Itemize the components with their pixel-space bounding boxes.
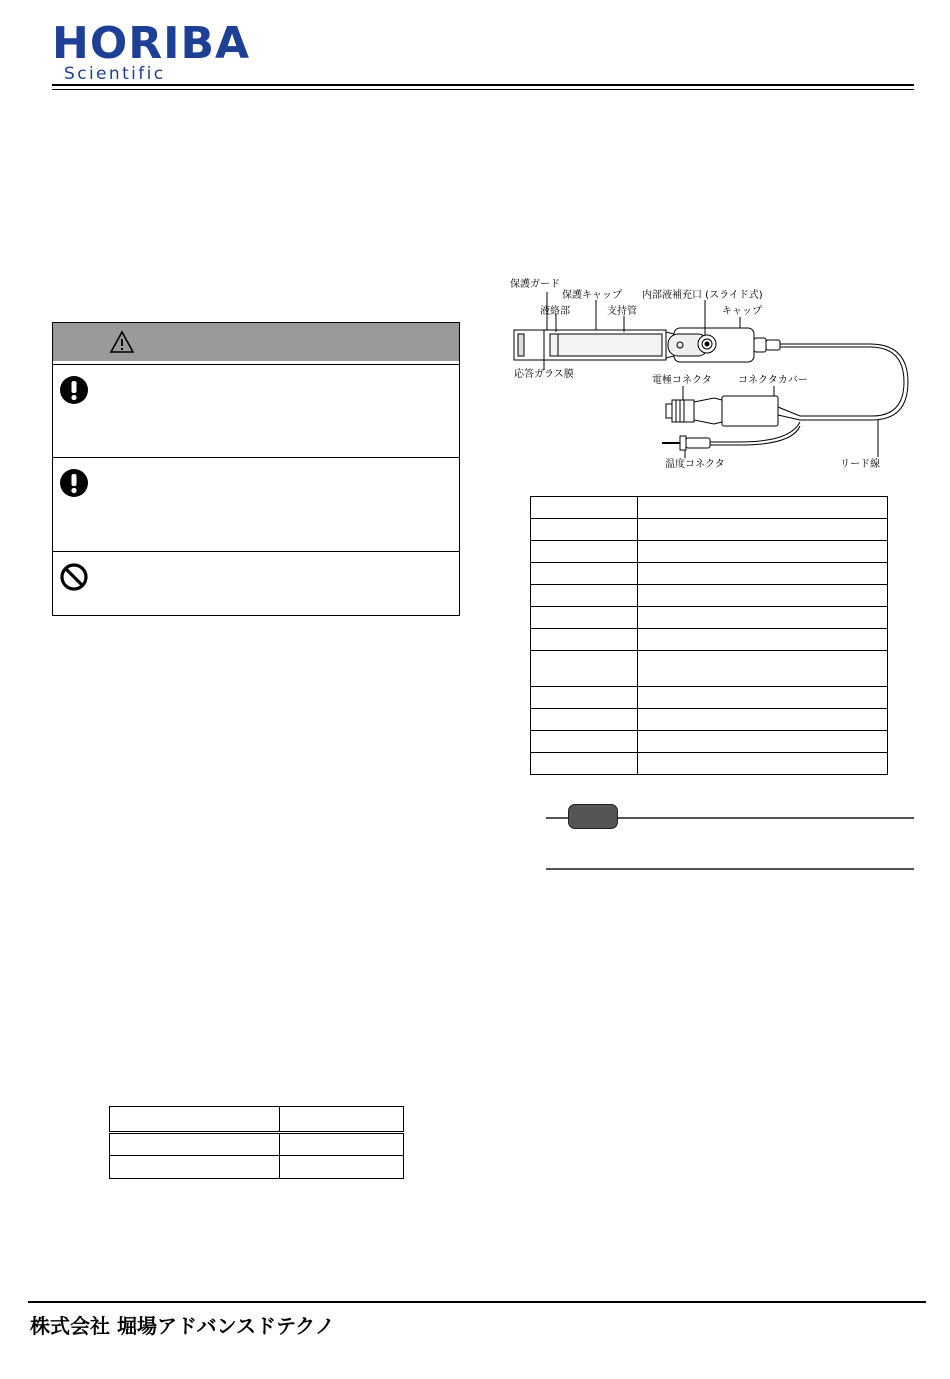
logo-sub-text: Scientific: [64, 64, 166, 84]
label-connector-cover: コネクタカバー: [738, 375, 808, 386]
table-row: [110, 1156, 404, 1179]
header-rule: [52, 84, 914, 86]
exclamation-circle-icon: [59, 375, 89, 405]
label-inner-fill-port: 内部液補充口 (スライド式): [642, 290, 763, 301]
company-name: 株式会社 堀場アドバンスドテクノ: [30, 1314, 335, 1338]
exclamation-circle-icon: [59, 468, 89, 498]
table-row: [531, 753, 888, 775]
prohibition-icon: [59, 562, 89, 592]
label-junction: 液絡部: [540, 306, 570, 317]
table-row: [531, 497, 888, 519]
table-row: [531, 519, 888, 541]
table-row: [531, 541, 888, 563]
warning-row: [53, 457, 459, 552]
label-support-tube: 支持管: [607, 306, 637, 317]
label-protective-guard: 保護ガード: [510, 279, 560, 290]
table-row: [531, 731, 888, 753]
table-row: [531, 563, 888, 585]
table-row: [531, 687, 888, 709]
label-cap: キャップ: [722, 306, 762, 317]
warning-header: [53, 323, 459, 361]
parts-table: [530, 496, 888, 775]
table-row: [531, 651, 888, 687]
note-badge: [568, 804, 618, 829]
horiba-logo: [52, 18, 282, 84]
table-row: [531, 585, 888, 607]
footer-rule: [28, 1301, 926, 1303]
electrode-diagram: [500, 272, 920, 482]
table-row: [531, 709, 888, 731]
prohibition-row: [53, 551, 459, 616]
label-electrode-connector: 電極コネクタ: [652, 375, 712, 386]
header-rule-thin: [52, 89, 914, 90]
label-temp-connector: 温度コネクタ: [665, 459, 725, 470]
warning-row: [53, 365, 459, 457]
warning-triangle-icon: [109, 330, 135, 354]
note-bottom-rule: [546, 868, 914, 870]
logo-main-text: HORIBA: [52, 18, 251, 69]
warning-box: [52, 322, 460, 616]
table-row: [531, 607, 888, 629]
label-protective-cap: 保護キャップ: [562, 290, 622, 301]
label-glass-membrane: 応答ガラス膜: [514, 369, 574, 380]
table-row: [531, 629, 888, 651]
label-lead-wire: リード線: [840, 459, 880, 470]
small-table: [109, 1106, 404, 1179]
table-header-row: [110, 1107, 404, 1133]
table-row: [110, 1133, 404, 1156]
